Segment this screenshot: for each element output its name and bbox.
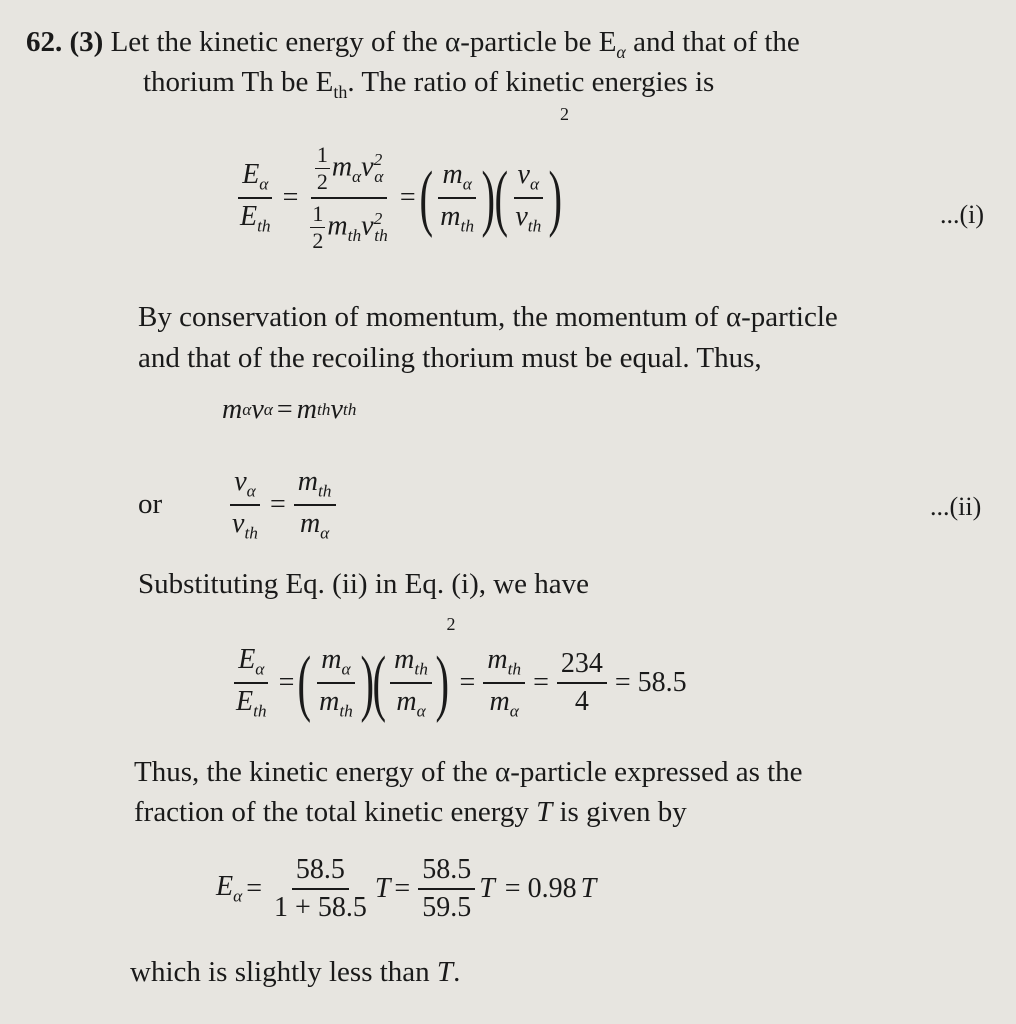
para3-line1: Substituting Eq. (ii) in Eq. (i), we have [138,568,590,600]
para4-line2: fraction of the total kinetic energy T is given by [134,796,687,828]
eq1-power: 2 [559,104,569,124]
intro-text-1-end: and that of the [625,26,800,58]
problem-number: 62. [26,26,63,58]
eq1-lhs: $\frac{E_\alpha}{E_{th}}$ [240,159,271,236]
eq1-kinetic-ratio: 1 2 $m_\alpha v^2_\alpha$ 1 2 $m_{th}v^2_{th}$ [312,142,388,253]
para2-line2: and that of the recoiling thorium must be equal. Thus, [138,342,762,374]
para2-line1: By conservation of momentum, the momentum of α-particle [138,301,838,333]
equation-label-i: ...(i) [940,200,985,229]
equation-ii: $\frac{v_\alpha}{v_{th}}$ = $\frac{m_{th}}{m_\alpha}$ [224,462,340,548]
para4-line1: Thus, the kinetic energy of the α-particle expressed as the [134,756,803,788]
eq1-mass-ratio: $\frac{m_\alpha}{m_{th}}$ [440,159,475,236]
final-equation: $E_\alpha$ = $\frac{58.5}{1 + 58.5}$ T = $\frac{58.5}{59.5}$ T = 0.98 T [216,854,597,923]
problem-intro-line2 [143,62,714,112]
para5-line: which is slightly less than T. [130,956,461,988]
momentum-equation: m α v α = m th v th [222,394,357,425]
equation-label-ii: ...(ii) [930,492,982,521]
intro-text-2a: thorium Th be E [143,66,334,98]
intro-text-1: Let the kinetic energy of the α-particle be E [110,26,617,58]
intro-sub-alpha: α [616,41,626,62]
equation-i: $\frac{E_\alpha}{E_{th}}$ = 1 2 $m_\alpha v^2_\alpha$ 1 2 $m_{th}v^2_{th}$ = ( $\frac{m_\alpha}{m_{th}}$ ) ( $\frac{v_\alpha}{v_{th}}$ ) 2 [232,118,569,278]
intro-text-2b: . The ratio of kinetic energies is [347,66,715,98]
eq1-equals-2: = [399,182,416,213]
substituted-equation: $\frac{E_\alpha}{E_{th}}$ = ( $\frac{m_\alpha}{m_{th}}$ ) ( $\frac{m_{th}}{m_\alpha}$ ) 2 = $\frac{m_{th}}{m_\alpha}$ = $\frac{234}{4}$ = 58.5 [236,614,687,724]
intro-sub-th: th [333,81,348,102]
eq1-velocity-ratio: $\frac{v_\alpha}{v_{th}}$ [515,159,542,236]
eq4-result: = 58.5 [614,667,687,698]
problem-answer: (3) [69,26,104,58]
eq1-equals-1: = [282,182,299,213]
or-label: or [138,488,163,520]
